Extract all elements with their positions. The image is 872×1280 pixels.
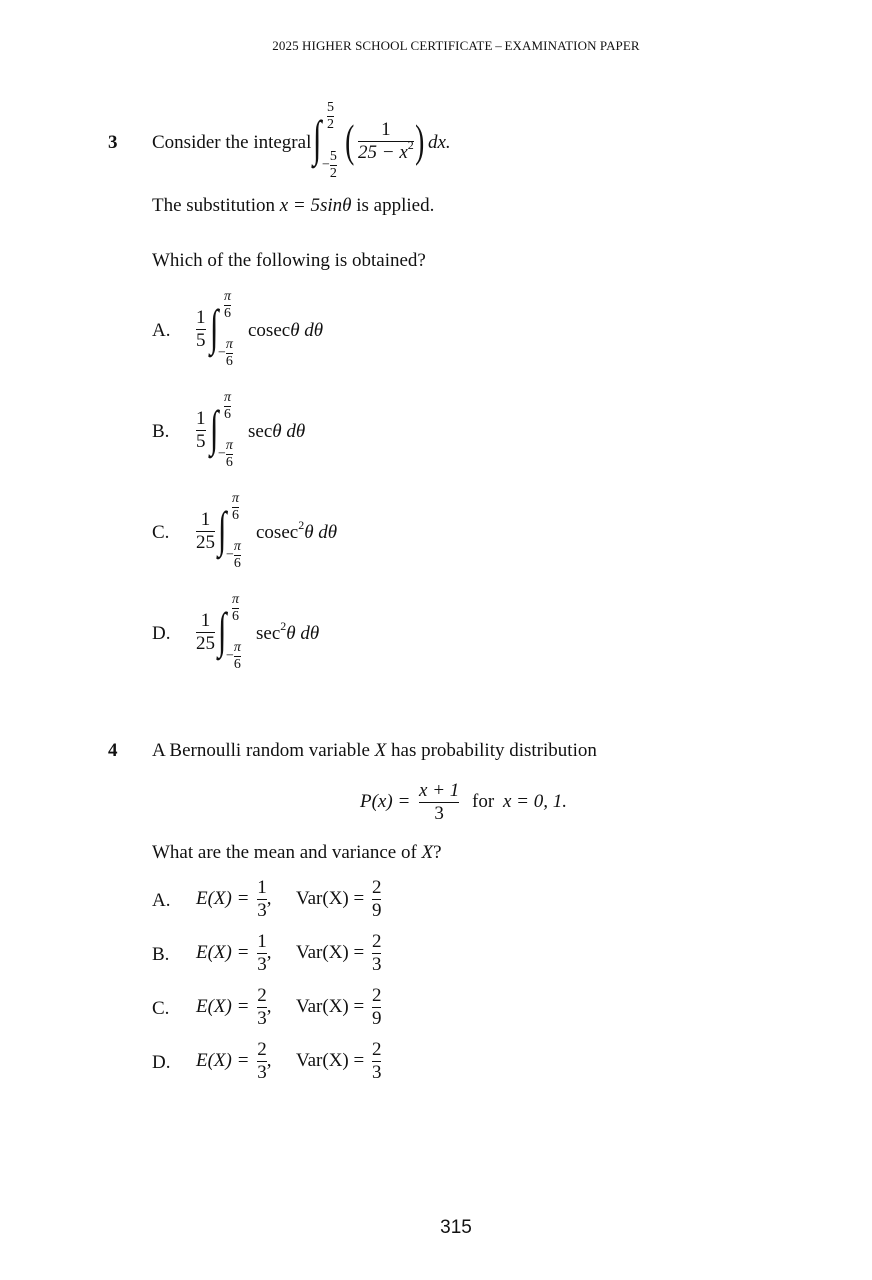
q3-option-letter: B. (152, 421, 170, 442)
q3-option-integrand: secθ dθ (248, 421, 306, 442)
q3-option-integral-sign: ∫ (210, 299, 219, 355)
q3-option-integrand: cosec$^2$θ dθ (256, 518, 338, 543)
page-number: 315 (440, 1217, 472, 1238)
q3-integrand-fraction: $\frac{1}{25 - x^2}$ (358, 119, 414, 163)
q4-question: What are the mean and variance of X? (152, 842, 442, 863)
q4-option-mean: E(X) = $\frac{2}{3}$ , (196, 985, 272, 1029)
q3-option-coefficient: $\frac{1}{5}$ (196, 408, 206, 452)
q3-lower-limit: − $\frac{5}{2}$ (322, 149, 337, 181)
q3-option-letter: A. (152, 320, 171, 341)
q4-option-letter: A. (152, 890, 171, 911)
q3-option-upper-limit: $\frac{\pi}{6}$ (224, 289, 232, 321)
q4-option-letter: D. (152, 1052, 171, 1073)
q3-option-integral-sign: ∫ (210, 400, 219, 456)
q4-option-letter: C. (152, 998, 170, 1019)
page-header: 2025 HIGHER SCHOOL CERTIFICATE – EXAMINATION PAPER (272, 38, 640, 53)
q3-option-lower-limit: − $\frac{\pi}{6}$ (226, 640, 241, 672)
q4-option-mean: E(X) = $\frac{1}{3}$ , (196, 877, 272, 921)
q3-option-integral-sign: ∫ (218, 602, 227, 658)
q3-option-integral-sign: ∫ (218, 501, 227, 557)
q3-substitution-line: The substitution x = 5sinθ is applied. (152, 195, 435, 216)
question-3-intro: Consider the integral (152, 132, 312, 153)
q3-question: Which of the following is obtained? (152, 250, 426, 271)
q4-distribution: P(x) = $\frac{x + 1}{3}$ for x = 0, 1. (360, 780, 567, 824)
q4-option-variance: Var(X) = $\frac{2}{3}$ (296, 1039, 382, 1083)
q3-option-upper-limit: $\frac{\pi}{6}$ (224, 390, 232, 422)
question-4-intro: A Bernoulli random variable X has probability distribution (152, 740, 597, 761)
question-3-number: 3 (108, 132, 118, 153)
q3-dx: dx. (428, 132, 451, 153)
q4-option-mean: E(X) = $\frac{1}{3}$ , (196, 931, 272, 975)
q4-option-letter: B. (152, 944, 170, 965)
q4-option-variance: Var(X) = $\frac{2}{9}$ (296, 877, 382, 921)
q3-option-upper-limit: $\frac{\pi}{6}$ (232, 592, 240, 624)
q3-option-lower-limit: − $\frac{\pi}{6}$ (218, 438, 233, 470)
q3-option-lower-limit: − $\frac{\pi}{6}$ (226, 539, 241, 571)
q3-option-integrand: cosecθ dθ (248, 320, 324, 341)
q3-option-upper-limit: $\frac{\pi}{6}$ (232, 491, 240, 523)
q3-right-paren: ) (415, 115, 425, 166)
q4-option-mean: E(X) = $\frac{2}{3}$ , (196, 1039, 272, 1083)
q3-integral-sign: ∫ (313, 110, 322, 166)
q3-upper-limit: $\frac{5}{2}$ (327, 100, 334, 132)
q3-left-paren: ( (345, 115, 355, 166)
q3-option-coefficient: $\frac{1}{5}$ (196, 307, 206, 351)
q3-option-letter: C. (152, 522, 170, 543)
q4-option-variance: Var(X) = $\frac{2}{3}$ (296, 931, 382, 975)
question-4-number: 4 (108, 740, 118, 761)
q3-option-coefficient: $\frac{1}{25}$ (196, 509, 215, 553)
q4-option-variance: Var(X) = $\frac{2}{9}$ (296, 985, 382, 1029)
q3-option-lower-limit: − $\frac{\pi}{6}$ (218, 337, 233, 369)
q3-option-letter: D. (152, 623, 171, 644)
q3-option-integrand: $\sec^2\theta$ dθ (256, 619, 320, 644)
q3-option-coefficient: $\frac{1}{25}$ (196, 610, 215, 654)
